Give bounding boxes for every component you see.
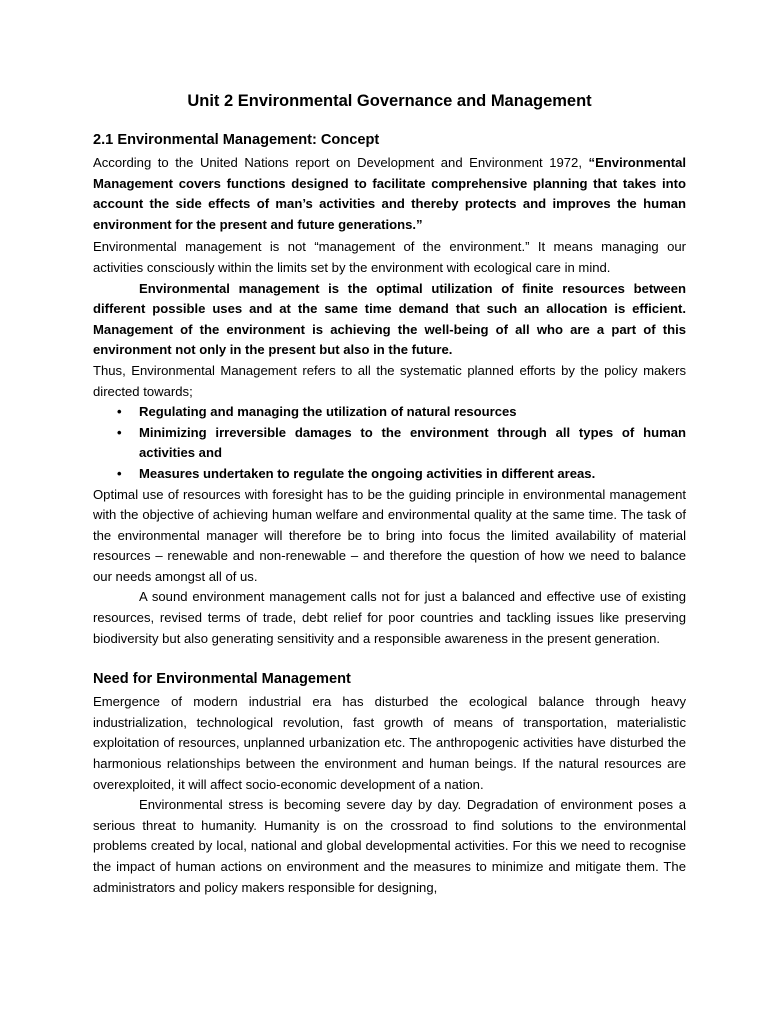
paragraph-industrial-era: Emergence of modern industrial era has disturbed the ecological balance through heavy industrialization, technological revolution, fast growth of means of transportation, materialistic exploitation of resources, unplanned urbanization etc. The anthropogenic activities have disturbed the harmonious relationships between the environment and human beings. If the natural resources are overexploited, it will affect socio-economic development of a nation. xyxy=(93,694,686,792)
list-item: • Regulating and managing the utilization of natural resources xyxy=(139,402,686,423)
list-item: • Minimizing irreversible damages to the environment through all types of human activities and xyxy=(139,423,686,464)
section-heading-need: Need for Environmental Management xyxy=(93,671,351,688)
document-page xyxy=(93,88,686,898)
paragraph-sound-management: A sound environment management calls not for just a balanced and effective use of existing resources, revised terms of trade, debt relief for poor countries and tackling issues like preserving biodiversity but also generating sensitivity and a responsible awareness in the present generation. xyxy=(93,589,686,646)
paragraph-environmental-stress: Environmental stress is becoming severe day by day. Degradation of environment poses a serious threat to humanity. Humanity is on the crossroad to find solutions to the environmental problems created by local, national and global developmental activities. For this we need to recognise the impact of human actions on environment and the measures to minimize and mitigate them. The administrators and policy makers responsible for designing, xyxy=(93,797,686,895)
page-title: Unit 2 Environmental Governance and Management xyxy=(187,92,592,110)
bullet-list xyxy=(93,402,686,484)
paragraph-un-report xyxy=(93,153,686,235)
paragraph-optimal-use: Optimal use of resources with foresight has to be the guiding principle in environmental management with the objective of achieving human welfare and environmental quality at the same time. The task of the environmental manager will therefore be to bring into focus the limited availability of material resources – renewable and non-renewable – and therefore the question of how we need to balance our needs amongst all of us. xyxy=(93,486,686,584)
section-heading-concept: 2.1 Environmental Management: Concept xyxy=(93,132,380,148)
definition-quote: “Environmental Management covers functions designed to facilitate comprehensive planning that takes into account the side effects of man’s activities and thereby protects and improves the human environment for the present and future generations.” xyxy=(93,155,687,232)
paragraph-intro-text: According to the United Nations report on Development and Environment 1972, xyxy=(93,155,582,170)
list-item: • Measures undertaken to regulate the ongoing activities in different areas. xyxy=(139,464,686,485)
paragraph-optimal-utilization: Environmental management is the optimal utilization of finite resources between different possible uses and at the same time demand that such an allocation is efficient. Management of the environment is achieving the well-being of all who are a part of this environment not only in the present but also in the future. xyxy=(93,280,686,358)
paragraph-not-management: Environmental management is not “management of the environment.” It means managing our activities consciously within the limits set by the environment with ecological care in mind. xyxy=(93,239,686,275)
paragraph-systematic-efforts: Thus, Environmental Management refers to all the systematic planned efforts by the policy makers directed towards; xyxy=(93,362,686,399)
